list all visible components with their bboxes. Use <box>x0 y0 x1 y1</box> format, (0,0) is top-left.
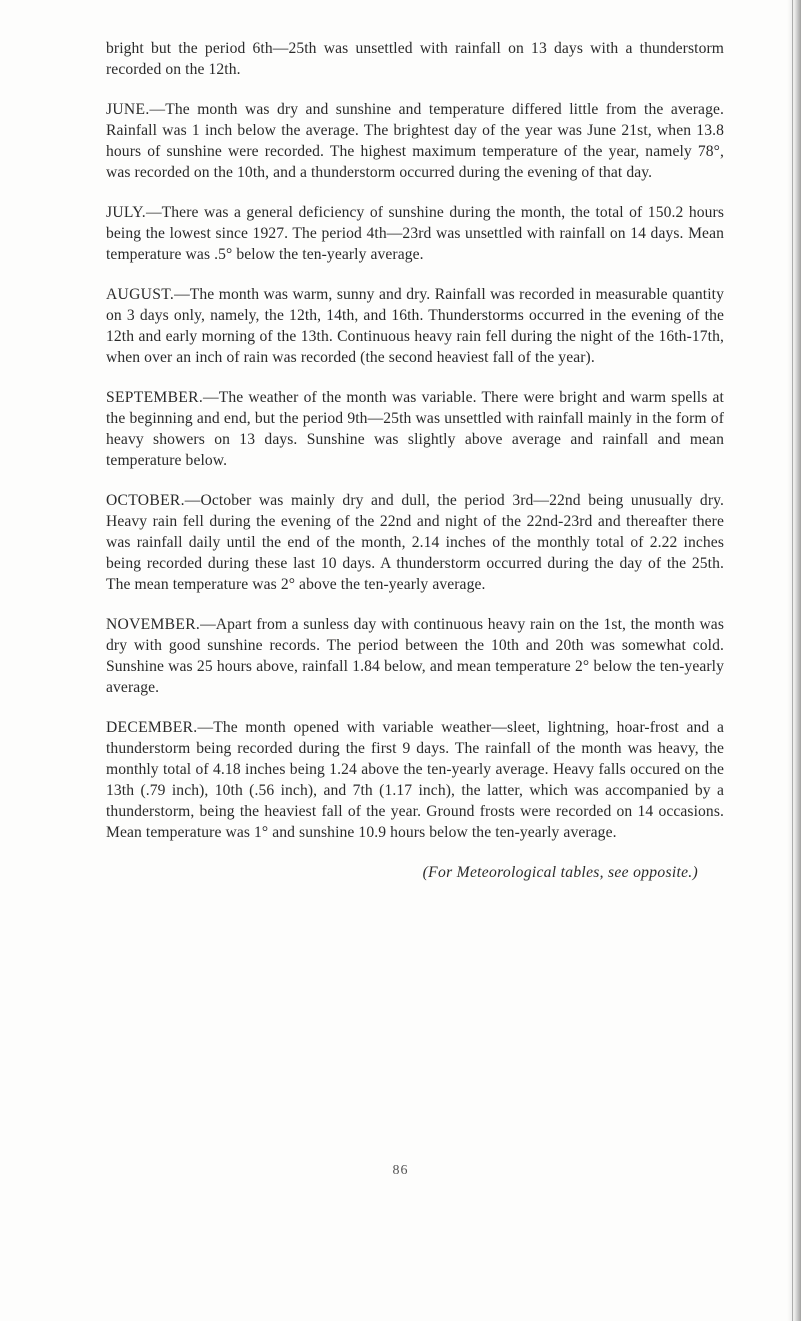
paragraph-november <box>106 614 724 698</box>
paragraph-july <box>106 202 724 265</box>
month-heading: JUNE. <box>106 101 150 118</box>
paragraph-text: —The weather of the month was variable. There were bright and warm spells at the beginning and end, but the period 9th—25th was unsettled with rainfall mainly in the form of heavy showers on 13 days. Sunshine was slightly above average and rainfall and mean temperature below. <box>106 389 724 469</box>
paragraph-text: bright but the period 6th—25th was unsettled with rainfall on 13 days with a thunderstorm recorded on the 12th. <box>106 40 724 78</box>
paragraph-december <box>106 717 724 843</box>
paragraph-text: —October was mainly dry and dull, the period 3rd—22nd being unusually dry. Heavy rain fell during the evening of the 22nd and night of the 22nd-23rd and thereafter there was rainfall daily until the end of the month, 2.14 inches of the monthly total of 2.22 inches being recorded during these last 10 days. A thunderstorm occurred during the day of the 25th. The mean temperature was 2° above the ten-yearly average. <box>106 492 724 593</box>
paragraph-may-continuation <box>106 38 724 80</box>
month-heading: SEPTEMBER. <box>106 389 204 406</box>
month-heading: DECEMBER. <box>106 719 198 736</box>
paragraph-text: —Apart from a sunless day with continuous heavy rain on the 1st, the month was dry with good sunshine records. The period between the 10th and 20th was somewhat cold. Sunshine was 25 hours above, rainfall 1.84 below, and mean temperature 2° below the ten-yearly average. <box>106 616 724 696</box>
paragraph-text: —The month was warm, sunny and dry. Rainfall was recorded in measurable quantity on 3 days only, namely, the 12th, 14th, and 16th. Thunderstorms occurred in the evening of the 12th and early morning of the 13th. Continuous heavy rain fell during the night of the 16th-17th, when over an inch of rain was recorded (the second heaviest fall of the year). <box>106 286 724 366</box>
month-heading: NOVEMBER. <box>106 616 201 633</box>
month-heading: JULY. <box>106 204 146 221</box>
paragraph-october <box>106 490 724 595</box>
tables-reference-note: (For Meteorological tables, see opposite.) <box>422 864 698 881</box>
paragraph-august <box>106 284 724 368</box>
paragraph-text: —The month opened with variable weather—sleet, lightning, hoar-frost and a thunderstorm being recorded during the first 9 days. The rainfall of the month was heavy, the monthly total of 4.18 inches being 1.24 above the ten-yearly average. Heavy falls occured on the 13th (.79 inch), 10th (.56 inch), and 7th (1.17 inch), the latter, which was accompanied by a thunderstorm, being the heaviest fall of the year. Ground frosts were recorded on 14 occasions. Mean temperature was 1° and sunshine 10.9 hours below the ten-yearly average. <box>106 719 724 841</box>
page-number: 86 <box>392 1163 409 1178</box>
month-heading: AUGUST. <box>106 286 175 303</box>
month-heading: OCTOBER. <box>106 492 185 509</box>
paragraph-text: —There was a general deficiency of sunshine during the month, the total of 150.2 hours being the lowest since 1927. The period 4th—23rd was unsettled with rainfall on 14 days. Mean temperature was .5° below the ten-yearly average. <box>106 204 724 263</box>
paragraph-september <box>106 387 724 471</box>
page-edge-line <box>792 0 793 1321</box>
paragraph-text: —The month was dry and sunshine and temperature differed little from the average. Rainfall was 1 inch below the average. The brightest day of the year was June 21st, when 13.8 hours of sunshine were recorded. The highest maximum temperature of the year, namely 78°, was recorded on the 10th, and a thunderstorm occurred during the evening of that day. <box>106 101 724 181</box>
paragraph-june <box>106 99 724 183</box>
text-column <box>106 38 724 883</box>
page-edge-shadow <box>787 0 801 1321</box>
